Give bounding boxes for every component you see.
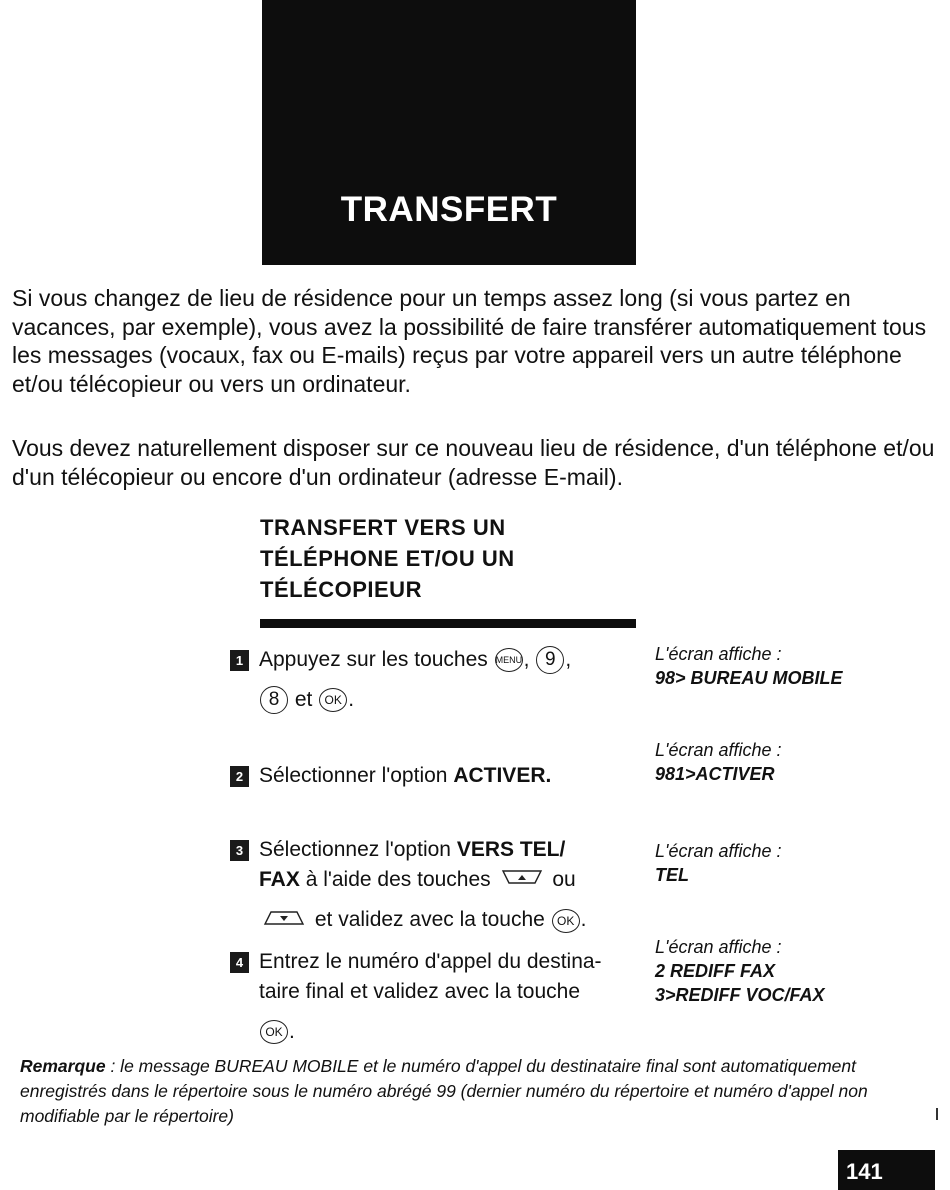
step-1-instruction: Appuyez sur les touches — [259, 648, 488, 671]
page-title: TRANSFERT — [340, 190, 558, 229]
edge-mark — [936, 1108, 938, 1120]
ok-key-icon: OK — [552, 909, 580, 933]
step-1-end: . — [348, 688, 355, 711]
section-heading-line-3: TÉLÉCOPIEUR — [260, 577, 422, 602]
section-divider — [260, 619, 636, 628]
section-heading-line-2: TÉLÉPHONE ET/OU UN — [260, 546, 515, 571]
step-3 — [230, 835, 650, 936]
screen-value-3: TEL — [655, 865, 689, 885]
step-1-text — [259, 645, 650, 715]
title-block — [262, 0, 636, 265]
remark-label: Remarque — [20, 1056, 106, 1076]
step-4-line-1: Entrez le numéro d'appel du destina- — [259, 950, 602, 973]
page-number: 141 — [846, 1159, 883, 1184]
step-1-key-line — [259, 685, 650, 715]
screen-label-3: L'écran affiche : — [655, 841, 782, 861]
step-3-mid: à l'aide des touches — [305, 868, 491, 891]
ok-key-icon: OK — [319, 688, 347, 712]
step-1-sep-2: , — [565, 648, 572, 671]
step-2-option: ACTIVER. — [453, 764, 552, 787]
arrow-down-key-icon — [263, 906, 305, 936]
screen-display-4 — [655, 935, 945, 1007]
step-1-sep-1: , — [523, 648, 530, 671]
step-3-or: ou — [552, 868, 576, 891]
step-4-key-line — [259, 1017, 650, 1047]
step-number-1: 1 — [230, 650, 249, 671]
step-4-line-2: taire final et validez avec la touche — [259, 980, 581, 1003]
page-number-box — [838, 1150, 935, 1190]
step-1-and: et — [294, 688, 313, 711]
remark-note — [20, 1054, 935, 1129]
step-3-option-b: FAX — [259, 868, 300, 891]
screen-display-2 — [655, 738, 945, 786]
screen-label-4: L'écran affiche : — [655, 937, 782, 957]
step-3-text — [259, 835, 650, 936]
eight-key-icon: 8 — [260, 686, 288, 714]
step-3-end-text: et validez avec la touche — [314, 908, 545, 932]
menu-key-icon: MENU — [495, 648, 523, 672]
step-number-3: 3 — [230, 840, 249, 861]
step-1 — [230, 645, 650, 715]
screen-label-2: L'écran affiche : — [655, 740, 782, 760]
screen-value-2: 981>ACTIVER — [655, 764, 775, 784]
step-4 — [230, 947, 650, 1047]
screen-label-1: L'écran affiche : — [655, 644, 782, 664]
intro-text-2: Vous devez naturellement disposer sur ce nouveau lieu de résidence, d'un téléphone et/ou d'un télécopieur ou encore d'un ordinateur (adresse E-mail). — [12, 435, 935, 490]
step-2 — [230, 761, 650, 791]
arrow-up-key-icon — [501, 865, 543, 895]
screen-value-4a: 2 REDIFF FAX — [655, 961, 776, 981]
step-3-instruction: Sélectionnez l'option — [259, 838, 451, 861]
screen-display-3 — [655, 839, 945, 887]
screen-display-1 — [655, 642, 945, 690]
intro-paragraph-2 — [12, 434, 942, 491]
intro-paragraph-1 — [12, 284, 942, 398]
step-number-2: 2 — [230, 766, 249, 787]
nine-key-icon: 9 — [536, 646, 564, 674]
step-4-end: . — [289, 1020, 295, 1043]
step-3-option-a: VERS TEL/ — [456, 838, 566, 861]
step-3-end: . — [580, 908, 587, 932]
section-heading — [260, 512, 515, 605]
step-2-text — [259, 761, 650, 791]
step-number-4: 4 — [230, 952, 249, 973]
section-heading-line-1: TRANSFERT VERS UN — [260, 515, 506, 540]
screen-value-4b: 3>REDIFF VOC/FAX — [655, 985, 825, 1005]
ok-key-icon: OK — [260, 1020, 288, 1044]
step-2-instruction: Sélectionner l'option — [259, 764, 448, 787]
step-4-text — [259, 947, 650, 1047]
step-3-key-line — [259, 905, 650, 935]
screen-value-1: 98> BUREAU MOBILE — [655, 668, 843, 688]
intro-text-1: Si vous changez de lieu de résidence pour un temps assez long (si vous partez en vacances, par exemple), vous avez la possibilité de faire transférer automatiquement tous les messages (vocaux, fax ou E-mails) reçus par votre appareil vers un autre téléphone et/ou télécopieur ou vers un ordinateur. — [12, 285, 927, 397]
remark-text: : le message BUREAU MOBILE et le numéro d'appel du destinataire final sont automatiquement enregistrés dans le répertoire sous le numéro abrégé 99 (dernier numéro du répertoire et numéro d'appel non modifiable par le répertoire) — [20, 1056, 868, 1126]
